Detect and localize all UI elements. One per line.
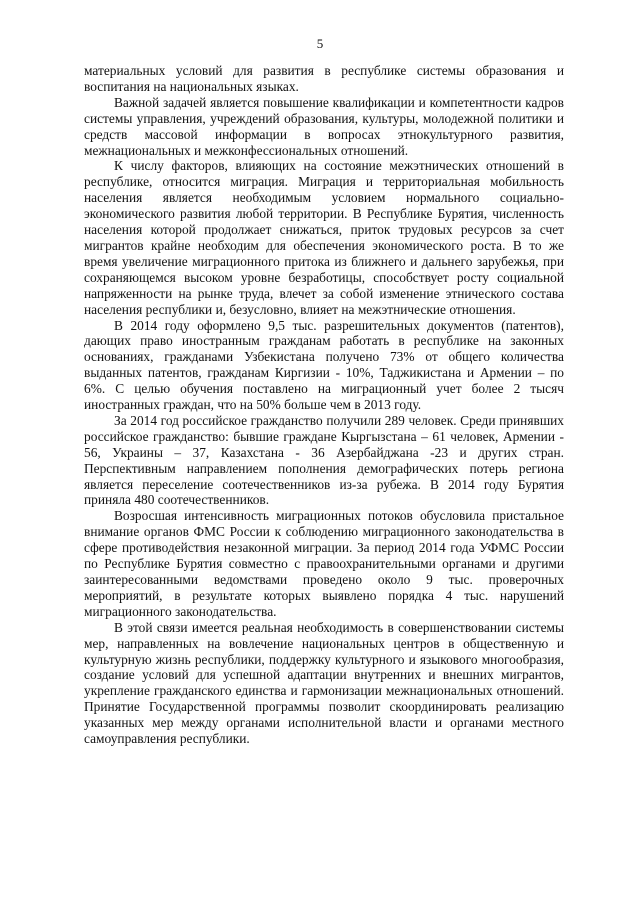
paragraph-fms-enforcement: Возросшая интенсивность миграционных потоков обусловила пристальное внимание органов ФМС России к соблюдению миграционного законодательства в сфере противодействия незаконной миграции. За период 2014 года УФМС России по Республике Бурятия совместно с правоохранительными органами и другими заинтересованными ведомствами проведено около 9 тыс. проверочных мероприятий, в результате которых выявлено порядка 4 тыс. нарушений миграционного законодательства. [84,508,564,619]
paragraph-migration-factors: К числу факторов, влияющих на состояние межэтнических отношений в республике, относится миграция. Миграция и территориальная мобильность населения является необходимым условием нормального социально-экономического развития любой территории. В Республике Бурятия, численность населения которой продолжает снижаться, приток трудовых ресурсов за счет мигрантов крайне необходим для обеспечения экономического роста. В то же время увеличение миграционного притока из ближнего и дальнего зарубежья, при сохраняющемся высоком уровне безработицы, способствует росту социальной напряженности на рынке труда, влечет за собой изменение этнического состава населения республики и, безусловно, влияет на межэтнические отношения. [84,158,564,317]
document-body [84,63,564,747]
paragraph-work-permits: В 2014 году оформлено 9,5 тыс. разрешительных документов (патентов), дающих право иностранным гражданам работать в республике на законных основаниях, гражданами Узбекистана получено 73% от общего количества выданных патентов, гражданам Киргизии - 10%, Таджикистана и Армении – по 6%. С целью обучения поставлено на миграционный учет более 2 тысяч иностранных граждан, что на 50% больше чем в 2013 году. [84,317,564,413]
paragraph-continued: материальных условий для развития в республике системы образования и воспитания на национальных языках. [84,63,564,94]
paragraph-citizenship: За 2014 год российское гражданство получили 289 человек. Среди принявших российское гражданство: бывшие граждане Кыргызстана – 61 человек, Армении - 56, Украины – 37, Казахстана - 36 Азербайджана -23 и других стран. Перспективным направлением пополнения демографических потерь региона является переселение соотечественников из-за рубежа. В 2014 году Бурятия приняла 480 соотечественников. [84,412,564,508]
page-number: 5 [316,36,324,51]
paragraph-program-measures: В этой связи имеется реальная необходимость в совершенствовании системы мер, направленных на вовлечение национальных центров в общественную и культурную жизнь республики, поддержку культурного и языкового многообразия, создание условий для успешной адаптации внутренних и внешних мигрантов, укрепление гражданского единства и гармонизации межнациональных отношений. Принятие Государственной программы позволит скоординировать реализацию указанных мер между органами исполнительной власти и органами местного самоуправления республики. [84,619,564,747]
paragraph-qualification: Важной задачей является повышение квалификации и компетентности кадров системы управления, учреждений образования, культуры, молодежной политики и средств массовой информации в вопросах этнокультурного развития, межнациональных и межконфессиональных отношений. [84,94,564,158]
